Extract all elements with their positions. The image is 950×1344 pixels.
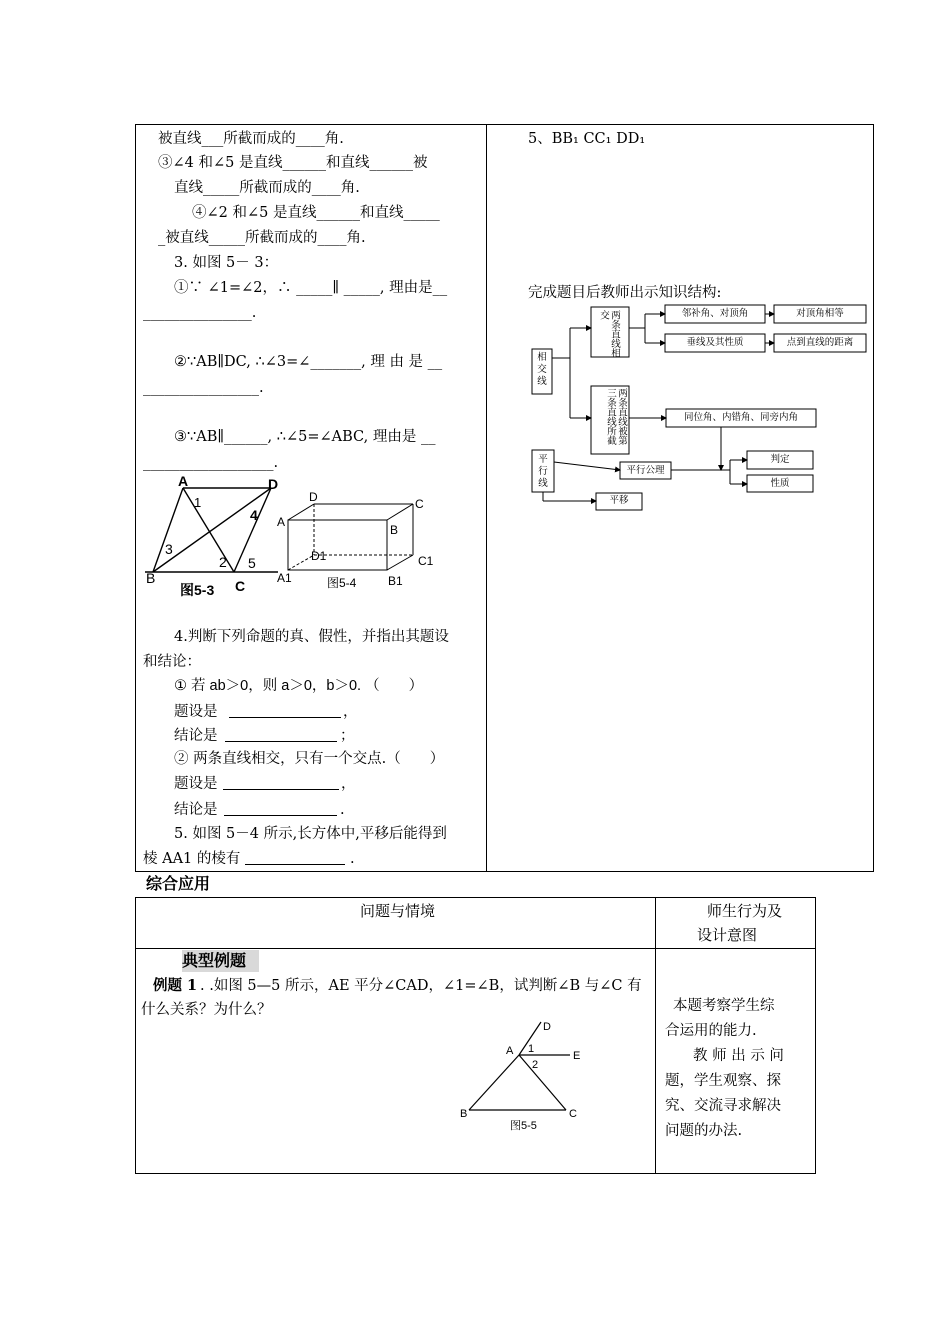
right-text-3: 教 师 出 示 问 (693, 1048, 784, 1064)
fig4-label-b1: B1 (388, 574, 403, 588)
question-3-part-3-cont: __________________. (143, 455, 279, 471)
ks-xiangjiaoxian: 相交线 (537, 352, 547, 387)
question-4-title-cont: 和结论： (143, 654, 201, 670)
right-text-5: 究、交流寻求解决 (665, 1098, 781, 1114)
section-title: 综合应用 (146, 876, 211, 893)
header-left: 问题与情境 (360, 902, 436, 920)
fig3-label-a: A (178, 474, 189, 489)
ks-sanxianjie: 两条直线被第三条直线所截 (605, 388, 627, 445)
question-3-title: 3. 如图 5－ 3： (174, 255, 279, 271)
fig4-label-c: C (415, 497, 424, 511)
fig5-label-e: E (573, 1050, 581, 1062)
typical-heading: 典型例题 (182, 951, 247, 970)
fig4-caption: 图5-4 (327, 576, 357, 590)
ks-pingyi: 平移 (609, 495, 629, 506)
fig4-label-d1: D1 (311, 549, 327, 563)
header-right-line-1: 师生行为及 (707, 902, 783, 920)
ks-xingzhi: 性质 (770, 478, 790, 489)
question-5-blank[interactable] (245, 864, 345, 865)
fig5-label-2: 2 (532, 1059, 539, 1071)
ks-liangxiangjiao: 两条直线相交 (598, 310, 620, 358)
fig4-label-c1: C1 (418, 554, 434, 568)
ks-pingxingxian: 平行线 (538, 454, 548, 489)
ks-juli: 点到直线的距离 (786, 337, 854, 348)
header-right-line-2: 设计意图 (697, 926, 758, 944)
question-5-line-2: 棱 AA1 的棱有 (143, 851, 241, 867)
knowledge-structure-intro: 完成题目后教师出示知识结构: (528, 285, 722, 301)
figure-5-4 (275, 490, 445, 596)
premise-blank-1[interactable] (229, 717, 341, 718)
fig3-label-1: 1 (194, 495, 202, 510)
ks-duiding: 对顶角相等 (796, 308, 844, 319)
conclusion-label-1: 结论是 (174, 728, 218, 744)
ks-linbu: 邻补角、对顶角 (681, 308, 749, 319)
right-text-2: 合运用的能力. (665, 1023, 757, 1039)
fig4-label-b: B (390, 523, 399, 537)
conclusion-label-2: 结论是 (174, 802, 218, 818)
question-3-part-1-cont: _______________. (143, 305, 257, 321)
fig4-label-d: D (309, 490, 318, 504)
ks-tongwei: 同位角、内错角、同旁内角 (683, 412, 798, 423)
figure-5-5 (455, 1017, 590, 1137)
right-text-1: 本题考察学生综 (673, 998, 775, 1014)
text-line-1: 被直线___所截而成的____角. (158, 131, 344, 147)
question-3-part-3: ③∵AB∥______, ∴∠5=∠ABC, 理由是 __ (174, 429, 436, 445)
text-line-3: 直线_____所截而成的____角. (174, 180, 360, 196)
premise-label-1: 题设是 (174, 704, 218, 720)
fig5-label-a: A (506, 1045, 514, 1057)
conclusion-blank-2[interactable] (224, 815, 337, 816)
fig4-label-a: A (277, 515, 286, 529)
question-3-part-2-cont: ________________. (143, 380, 264, 396)
fig3-label-b: B (146, 570, 156, 586)
lower-table-col-divider (655, 897, 656, 1173)
fig3-label-d: D (268, 476, 279, 492)
premise-blank-2[interactable] (223, 789, 339, 790)
ks-gongli: 平行公理 (626, 465, 665, 476)
fig3-caption: 图5-3 (180, 582, 215, 598)
example-1-label: 例题 1 (153, 977, 198, 994)
question-5-period: . (350, 851, 355, 867)
fig5-label-b: B (460, 1108, 468, 1120)
answer-line: 5、BB₁ CC₁ DD₁ (528, 131, 646, 147)
right-text-6: 问题的办法. (665, 1123, 743, 1139)
text-line-2: ③∠4 和∠5 是直线______和直线______被 (158, 155, 428, 171)
upper-table-divider (486, 124, 487, 872)
fig5-label-1: 1 (528, 1043, 535, 1055)
fig3-label-5: 5 (248, 555, 256, 571)
fig3-label-c: C (235, 578, 246, 594)
text-line-4: ④∠2 和∠5 是直线______和直线_____ (192, 205, 440, 221)
premise-comma-1: ， (343, 704, 358, 720)
premise-label-2: 题设是 (174, 776, 218, 792)
fig3-label-2: 2 (219, 554, 227, 570)
question-5-line-1: 5. 如图 5－4 所示,长方体中,平移后能得到 (174, 826, 447, 842)
figure-5-3 (140, 474, 285, 600)
conclusion-blank-1[interactable] (225, 741, 337, 742)
fig3-label-3: 3 (165, 541, 173, 557)
fig5-label-c: C (569, 1108, 577, 1120)
fig5-label-d: D (543, 1021, 551, 1033)
text-line-5: _被直线_____所截而成的____角. (158, 230, 366, 246)
ks-panding: 判定 (770, 454, 790, 465)
premise-comma-2: ， (341, 776, 356, 792)
example-1-text-1: . .如图 5—5 所示，AE 平分∠CAD，∠1=∠B，试判断∠B 与∠C 有 (200, 978, 642, 994)
fig5-caption: 图5-5 (510, 1120, 537, 1132)
right-text-4: 题，学生观察、探 (665, 1073, 781, 1089)
question-3-part-1: ①∵ ∠1=∠2，∴ _____∥ _____, 理由是__ (174, 280, 448, 296)
question-4-item-2: ② 两条直线相交，只有一个交点.（ ） (174, 751, 445, 767)
fig4-label-a1: A1 (277, 571, 292, 585)
question-4-title: 4.判断下列命题的真、假性，并指出其题设 (174, 629, 449, 645)
fig3-label-4: 4 (250, 507, 258, 523)
ks-chuixian: 垂线及其性质 (686, 337, 744, 348)
example-1-text-2: 什么关系？为什么？ (141, 1002, 272, 1018)
conclusion-semicolon-1: ； (340, 728, 355, 744)
lower-table-row-divider (135, 948, 816, 949)
conclusion-period-2: . (340, 802, 345, 818)
question-4-item-1: ① 若 ab＞0，则 a＞0，b＞0. （ ） (174, 678, 424, 694)
knowledge-structure-diagram (525, 298, 870, 513)
question-3-part-2: ②∵AB∥DC, ∴∠3=∠_______, 理 由 是 __ (174, 354, 443, 370)
